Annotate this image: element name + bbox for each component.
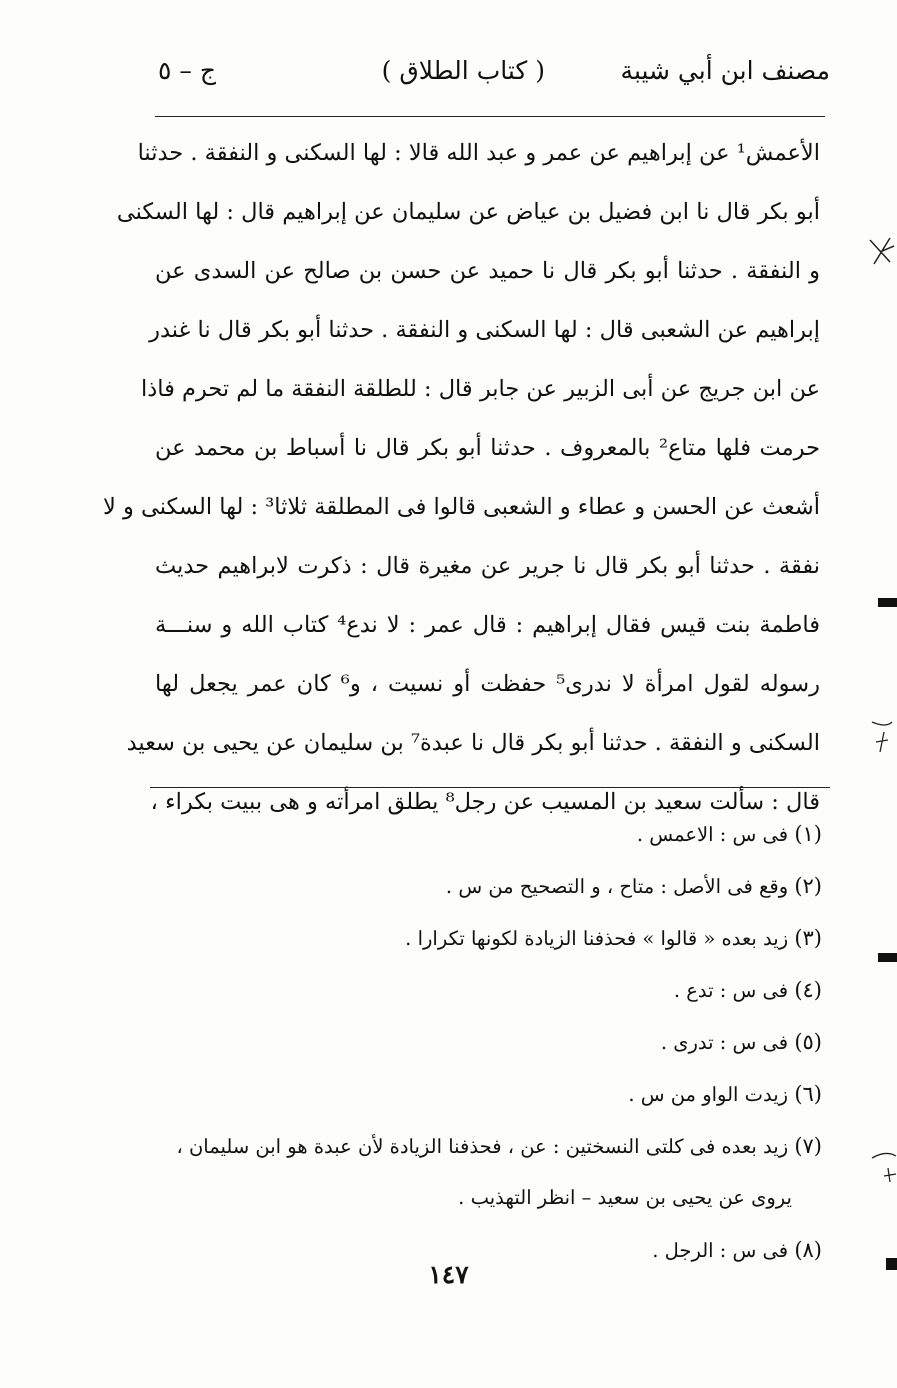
text-line: فاطمة بنت قيس فقال إبراهيم : قال عمر : لا ندع⁴ كتاب الله و سنـــة — [155, 612, 820, 638]
footnote — [132, 860, 822, 912]
text-line: و النفقة . حدثنا أبو بكر قال نا حميد عن حسن بن صالح عن السدى عن — [155, 258, 820, 284]
footnote-text: فى س : الرجل . — [652, 1239, 789, 1262]
footnote-number: (٤) — [794, 978, 822, 1002]
text-line: أشعث عن الحسن و عطاء و الشعبى قالوا فى المطلقة ثلاثا³ : لها السكنى و لا — [102, 494, 820, 520]
page-number: ١٤٧ — [428, 1260, 469, 1289]
running-head — [150, 56, 830, 96]
footnote-number: (٢) — [794, 874, 822, 898]
footnote — [132, 1068, 822, 1120]
footnotes-block — [132, 808, 822, 1276]
margin-mark — [878, 953, 897, 962]
text-line: أبو بكر قال نا ابن فضيل بن عياض عن سليمان عن إبراهيم قال : لها السكنى — [116, 199, 820, 225]
margin-mark — [878, 598, 897, 607]
main-text-block — [102, 124, 820, 832]
footnote-number: (٧) — [794, 1134, 822, 1158]
header-rule — [155, 116, 825, 117]
text-line: السكنى و النفقة . حدثنا أبو بكر قال نا عبدة⁷ بن سليمان عن يحيى بن سعيد — [126, 730, 820, 756]
text-line: قال : سألت سعيد بن المسيب عن رجل⁸ يطلق امرأته و هى ببيت بكراء ، — [150, 789, 820, 815]
chapter-title: ( كتاب الطلاق ) — [381, 56, 545, 85]
footnote-text: زيد بعده « قالوا » فحذفنا الزيادة لكونها تكرارا . — [405, 927, 789, 950]
footnote-text: وقع فى الأصل : متاح ، و التصحيح من س . — [445, 875, 789, 898]
volume-number: ج – ٥ — [158, 56, 216, 85]
margin-scribble — [870, 1148, 897, 1188]
text-line: نفقة . حدثنا أبو بكر قال نا جرير عن مغيرة قال : ذكرت لابراهيم حديث — [155, 553, 820, 579]
footnote — [132, 1120, 822, 1172]
book-title: مصنف ابن أبي شيبة — [620, 56, 830, 85]
margin-mark — [886, 1258, 897, 1270]
footnote-text: فى س : الاعمس . — [636, 823, 789, 846]
footnote-number: (٣) — [794, 926, 822, 950]
text-line: حرمت فلها متاع² بالمعروف . حدثنا أبو بكر قال نا أسباط بن محمد عن — [155, 435, 820, 461]
footnote — [132, 808, 822, 860]
footnote-text: زيد بعده فى كلتى النسختين : عن ، فحذفنا الزيادة لأن عبدة هو ابن سليمان ، — [176, 1135, 789, 1158]
footnote-text: زيدت الواو من س . — [628, 1083, 789, 1106]
footnote — [132, 912, 822, 964]
text-line: إبراهيم عن الشعبى قال : لها السكنى و النفقة . حدثنا أبو بكر قال نا غندر — [149, 317, 820, 343]
margin-scribble — [866, 718, 896, 758]
footnote — [132, 964, 822, 1016]
margin-scribble — [866, 232, 896, 272]
footnote-continuation — [132, 1172, 822, 1224]
footnote-number: (١) — [794, 822, 822, 846]
text-line: عن ابن جريج عن أبى الزبير عن جابر قال : للطلقة النفقة ما لم تحرم فاذا — [140, 376, 820, 402]
text-line: الأعمش¹ عن إبراهيم عن عمر و عبد الله قالا : لها السكنى و النفقة . حدثنا — [137, 140, 820, 166]
footnote-text: فى س : تدع . — [673, 979, 789, 1002]
footnote-number: (٨) — [794, 1238, 822, 1262]
footnote — [132, 1016, 822, 1068]
footnote-text: فى س : تدرى . — [660, 1031, 789, 1054]
footnote-number: (٥) — [794, 1030, 822, 1054]
text-line: رسوله لقول امرأة لا ندرى⁵ حفظت أو نسيت ، و⁶ كان عمر يجعل لها — [155, 671, 820, 697]
footnote-text: يروى عن يحيى بن سعيد – انظر التهذيب . — [458, 1186, 792, 1209]
footnote-rule — [150, 787, 830, 788]
footnote-number: (٦) — [794, 1082, 822, 1106]
